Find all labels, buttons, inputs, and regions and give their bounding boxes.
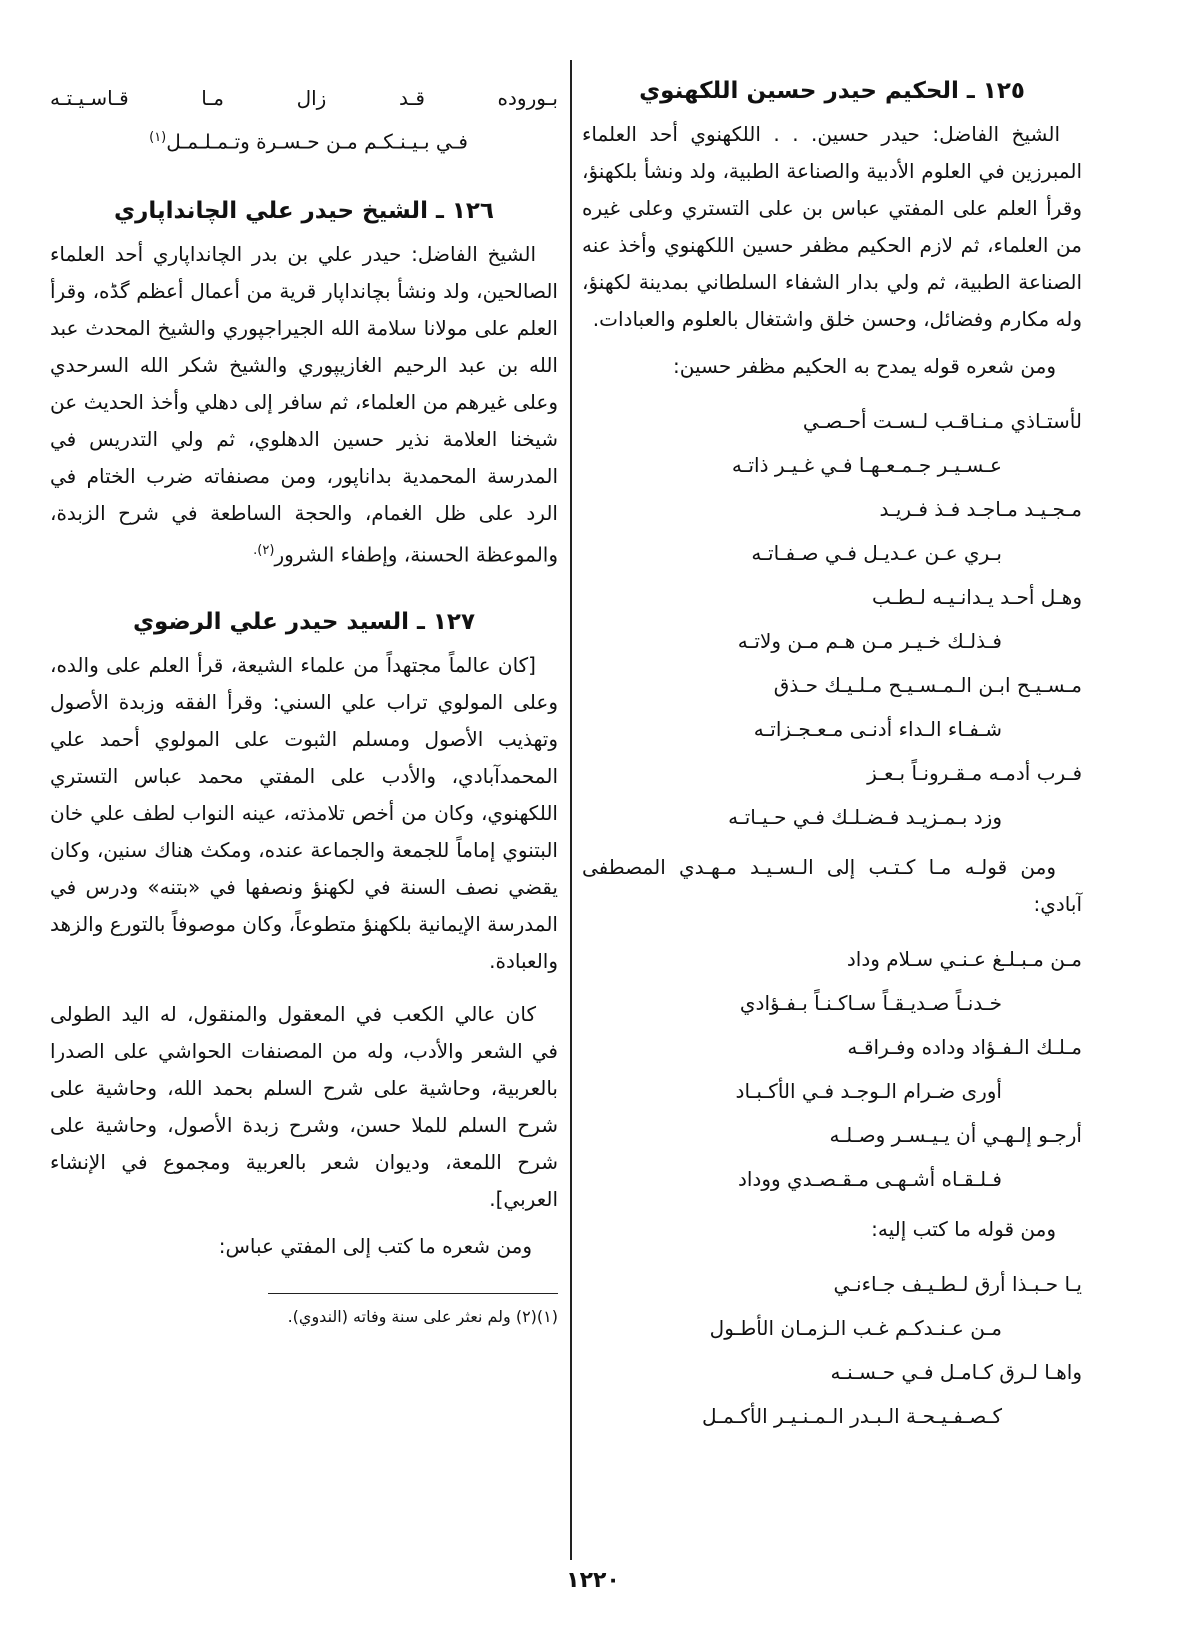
poem-intro-3: ومن قوله ما كتب إليه: xyxy=(871,1217,1056,1241)
verse-line: عـسـيـر جـمـعـهـا فـي غـيـر ذاتـه xyxy=(731,453,1002,477)
verse-line: وزد بـمـزيـد فـضـلـك فـي حـيـاتـه xyxy=(728,805,1002,829)
verse-line: مـسـيـح ابـن الـمـسـيـح مـلـيـك حـذق xyxy=(773,673,1082,697)
bio-text: الشيخ الفاضل: حيدر علي بن بدر الچانداپاري أحد العلماء الصالحين، ولد ونشأ بچانداپار قرية من أعمال أعظم گڈه، وقرأ العلم على مولانا سلامة الله الجيراجپوري والشيخ المحدث عبد الله بن عبد الرحيم الغازيپوري والشيخ شكر الله السرحدي وعلى غيرهم من العلماء، ثم سافر إلى دهلي وأخذ الحديث عن شيخنا العلامة نذير حسين الدهلوي، ثم ولي التدريس في المدرسة المحمدية بداناپور، ومن مصنفاته ضرب الختام في الرد على ظل الغمام، والحجة الساطعة في شرح الزبدة، والموعظة الحسنة، وإطفاء الشرور xyxy=(50,241,558,567)
verse-line: خـدنـاً صـديـقـاً سـاكـنـاً بـفـؤادي xyxy=(739,991,1002,1015)
column-divider xyxy=(570,60,572,1560)
verse-line: لأستـاذي مـنـاقـب لـسـت أحـصـي xyxy=(802,409,1082,433)
verse-line: أرجـو إلـهـي أن يـيـسـر وصـلـه xyxy=(829,1123,1082,1147)
verse-line: فـرب أدمـه مـقـرونـاً بـعـز xyxy=(867,761,1082,785)
poem-3 xyxy=(582,1262,1082,1438)
verse-line: وهـل أحـد يـدانـيـه لـطـب xyxy=(872,585,1082,609)
verse-line: مـجـيـد مـاجـد فـذ فـريـد xyxy=(879,497,1082,521)
left-column xyxy=(50,78,558,1330)
verse-line: بـري عـن عـديـل فـي صـفـاتـه xyxy=(751,541,1002,565)
poem-1 xyxy=(582,399,1082,839)
entry-heading-126: ١٢٦ ـ الشيخ حيدر علي الچانداپاري xyxy=(114,197,494,224)
poem-2 xyxy=(582,937,1082,1201)
footnote-separator xyxy=(268,1293,558,1294)
page-number: ١٢٢٠ xyxy=(566,1568,620,1593)
entry-heading-127: ١٢٧ ـ السيد حيدر علي الرضوي xyxy=(132,609,476,636)
verse-line: يـا حـبـذا أرق لـطـيـف جـاءنـي xyxy=(833,1272,1082,1296)
footnote-marker: (١) xyxy=(149,130,167,145)
verse-line: أورى ضـرام الـوجـد فـي الأكـبـاد xyxy=(735,1079,1002,1103)
entry-bio-125: الشيخ الفاضل: حيدر حسين. . . اللكهنوي أحد العلماء المبرزين في العلوم الأدبية والصناعة الطبية، ولد ونشأ بلكهنؤ، وقرأ العلم على المفتي عباس بن على التستري وعلى غيره من العلماء، ثم لازم الحكيم مظفر حسين اللكهنوي وأخذ عنه الصناعة الطبية، ثم ولي بدار الشفاء السلطاني بمدينة لكهنؤ، وله مكارم وفضائل، وحسن خلق واشتغال بالعلوم والعبادات. xyxy=(582,122,1082,331)
verse-line: واهـا لـرق كـامـل فـي حـسـنـه xyxy=(830,1360,1082,1384)
verse-line: مـن عـنـدكـم غـب الـزمـان الأطـول xyxy=(709,1316,1002,1340)
poem-intro-1: ومن شعره قوله يمدح به الحكيم مظفر حسين: xyxy=(673,354,1056,378)
footnote-marker: (٢). xyxy=(253,542,275,558)
verse-line: بـوروده قـد زال مـا قـاسـيـتـه xyxy=(50,86,558,110)
verse-line: فـلـقـاه أشـهـى مـقـصـدي ووداد xyxy=(737,1167,1002,1191)
verse-line: شـفـاء الـداء أدنـى مـعـجـزاتـه xyxy=(753,717,1002,741)
entry-bio-126 xyxy=(50,236,558,574)
verse-line: مـلـك الـفـؤاد وداده وفـراقـه xyxy=(847,1035,1082,1059)
verse-line: كـصـفـيـحـة الـبـدر الـمـنـيـر الأكـمـل xyxy=(701,1404,1002,1428)
verse-line: مـن مـبـلـغ عـنـي سـلام وداد xyxy=(846,947,1082,971)
entry-heading-125: ١٢٥ ـ الحكيم حيدر حسين اللكهنوي xyxy=(639,78,1025,104)
right-column xyxy=(582,78,1082,1438)
verse-line-with-note xyxy=(50,118,558,162)
entry-bio-127-part1: [كان عالماً مجتهداً من علماء الشيعة، قرأ العلم على والده، وعلى المولوي تراب علي السني: وقرأ الفقه وزبدة الأصول وتهذيب الأصول ومسلم الثبوت على المولوي أحمد علي المحمدآبادي، والأدب على المفتي محمد عباس التستري اللكهنوي، وكان من أخص تلامذته، عينه النواب لطف علي خان البتنوي إماماً للجمعة والجماعة عنده، ومكث هناك سنين، وكان يقضي نصف السنة في لكهنؤ ونصفها في «بتنه» ودرس في المدرسة الإيمانية بلكهنؤ متطوعاً، وكان موصوفاً بالتورع والزهد والعبادة. xyxy=(50,653,558,974)
entry-bio-127-part2: كان عالي الكعب في المعقول والمنقول، له اليد الطولى في الشعر والأدب، وله من المصنفات الحواشي على الصدرا بالعربية، وحاشية على شرح السلم بحمد الله، وحاشية على شرح السلم للملا حسن، وشرح زبدة الأصول، وحاشية على شرح اللمعة، وديوان شعر بالعربية ومجموع في الإنشاء العربي]. xyxy=(50,1002,558,1212)
poem-intro-2: ومن قولـه مـا كـتـب إلى الـسـيـد مـهـدي المصطفى آبادي: xyxy=(582,855,1082,916)
poem-intro-4: ومن شعره ما كتب إلى المفتي عباس: xyxy=(218,1234,532,1259)
verse-line: فـذلـك خـيـر مـن هـم مـن ولاتـه xyxy=(737,629,1002,653)
verse-text: فـي بـيـنـكـم مـن حـسـرة وتـمـلـمـل xyxy=(166,129,468,154)
footnote: (١)(٢) ولم نعثر على سنة وفاته (الندوي). xyxy=(287,1307,558,1327)
